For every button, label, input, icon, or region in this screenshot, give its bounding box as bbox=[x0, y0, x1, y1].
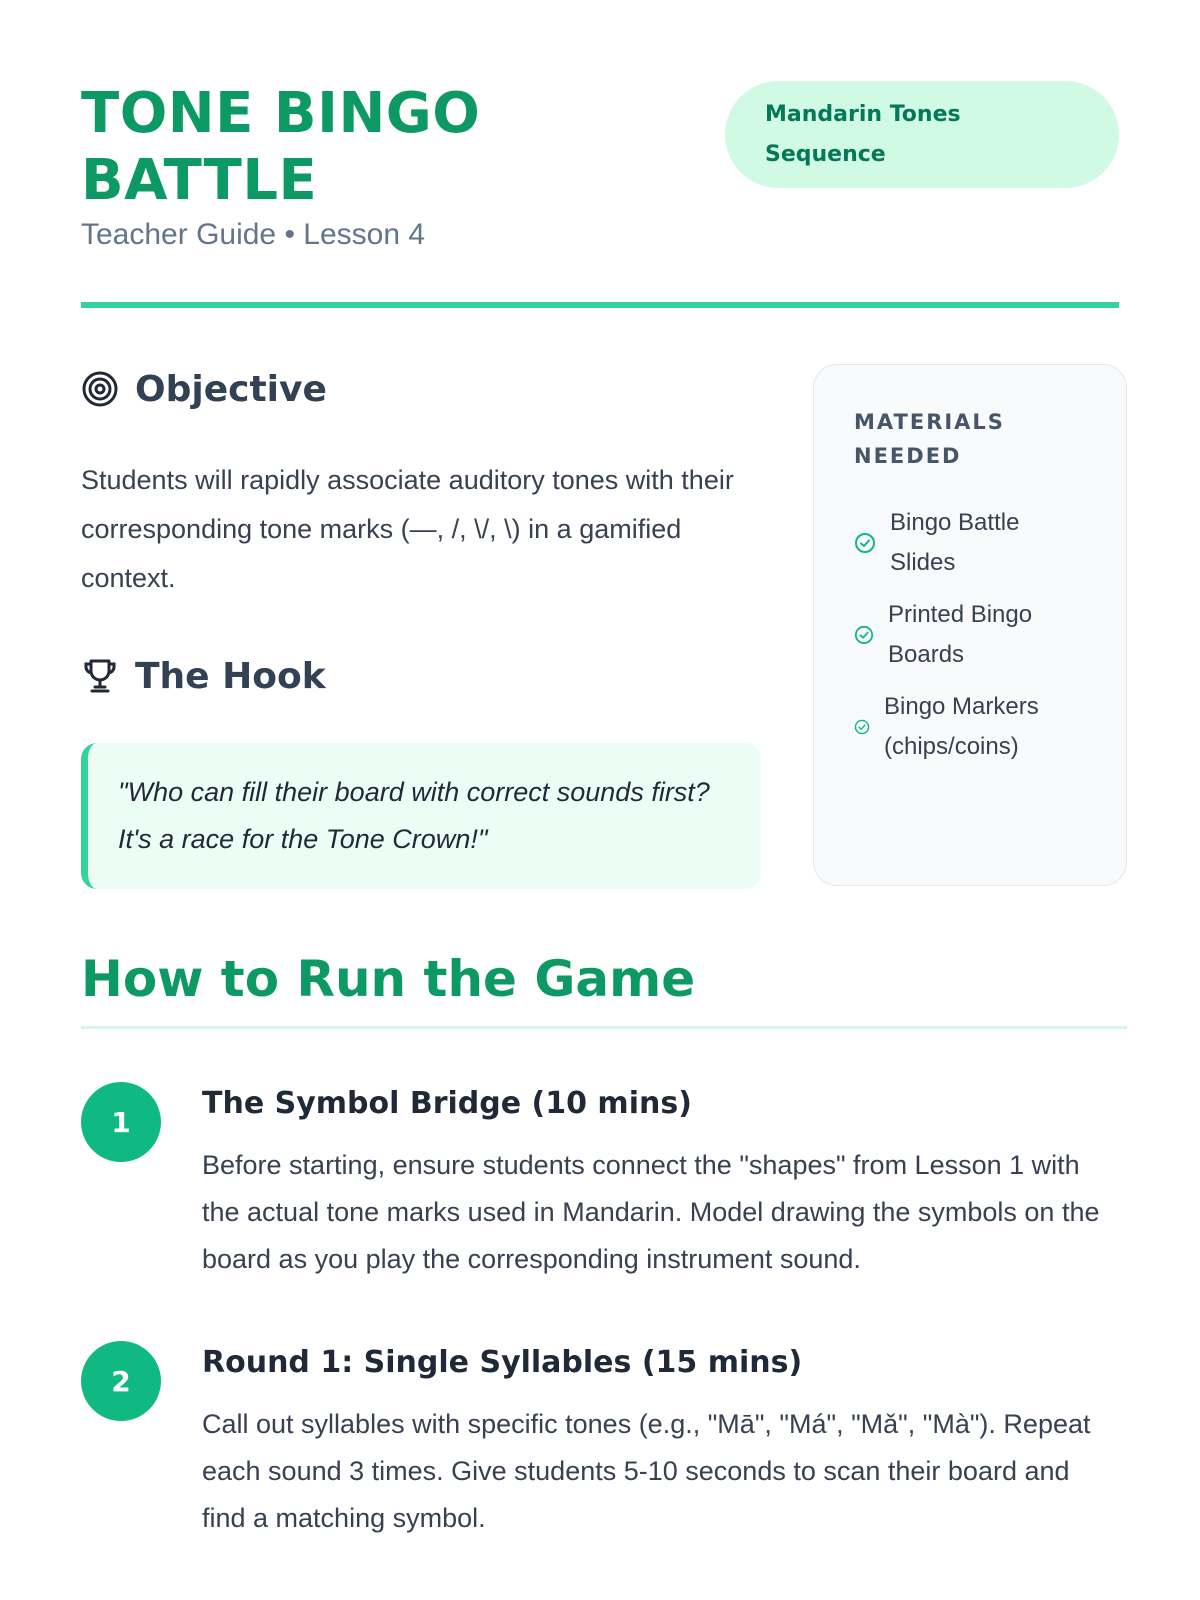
materials-item bbox=[854, 595, 1086, 675]
target-icon bbox=[81, 370, 119, 408]
steps-list bbox=[81, 1080, 1127, 1598]
run-section-title: How to Run the Game bbox=[81, 950, 696, 1008]
page-subtitle: Teacher Guide • Lesson 4 bbox=[81, 218, 426, 251]
step-number: 1 bbox=[81, 1082, 161, 1162]
step-number: 2 bbox=[81, 1341, 161, 1421]
step-title: Round 1: Single Syllables (15 mins) bbox=[202, 1345, 803, 1380]
materials-item-label: Printed Bingo Boards bbox=[888, 601, 1033, 668]
sequence-badge: Mandarin Tones Sequence bbox=[725, 81, 1119, 188]
materials-card bbox=[813, 364, 1127, 886]
objective-text: Students will rapidly associate auditory tones with their corresponding tone marks (—, /, \/, \) in a gamified context. bbox=[81, 465, 734, 593]
overview-section bbox=[81, 364, 1127, 884]
header-divider bbox=[81, 302, 1119, 308]
objective-hook-column bbox=[81, 364, 761, 889]
page-title: TONE BINGO BATTLE bbox=[81, 81, 481, 213]
objective-heading bbox=[81, 364, 761, 414]
check-circle-icon bbox=[854, 532, 876, 554]
materials-list bbox=[854, 503, 1086, 767]
header bbox=[81, 0, 1119, 308]
check-circle-icon bbox=[854, 719, 870, 735]
step-item bbox=[81, 1080, 1127, 1283]
step-item bbox=[81, 1339, 1127, 1542]
materials-item-label: Bingo Markers (chips/coins) bbox=[884, 693, 1039, 760]
step-description: Before starting, ensure students connect the "shapes" from Lesson 1 with the actual tone marks used in Mandarin. Model drawing the symbols on the board as you play the corresponding instrument sound. bbox=[202, 1150, 1100, 1274]
run-section-divider bbox=[81, 1026, 1127, 1029]
materials-title: MATERIALS NEEDED bbox=[854, 410, 1005, 468]
hook-quote: "Who can fill their board with correct sounds first? It's a race for the Tone Crown!" bbox=[81, 743, 761, 889]
materials-item bbox=[854, 503, 1086, 583]
step-title: The Symbol Bridge (10 mins) bbox=[202, 1086, 692, 1121]
materials-item-label: Bingo Battle Slides bbox=[890, 509, 1020, 576]
objective-heading-label: Objective bbox=[135, 368, 327, 410]
trophy-icon bbox=[81, 657, 119, 695]
check-circle-icon bbox=[854, 625, 874, 645]
hook-heading bbox=[81, 651, 761, 701]
step-description: Call out syllables with specific tones (e.g., "Mā", "Má", "Mǎ", "Mà"). Repeat each sound 3 times. Give students 5-10 seconds to scan their board and find a matching symbol. bbox=[202, 1409, 1091, 1533]
hook-heading-label: The Hook bbox=[135, 655, 326, 697]
materials-item bbox=[854, 687, 1086, 767]
